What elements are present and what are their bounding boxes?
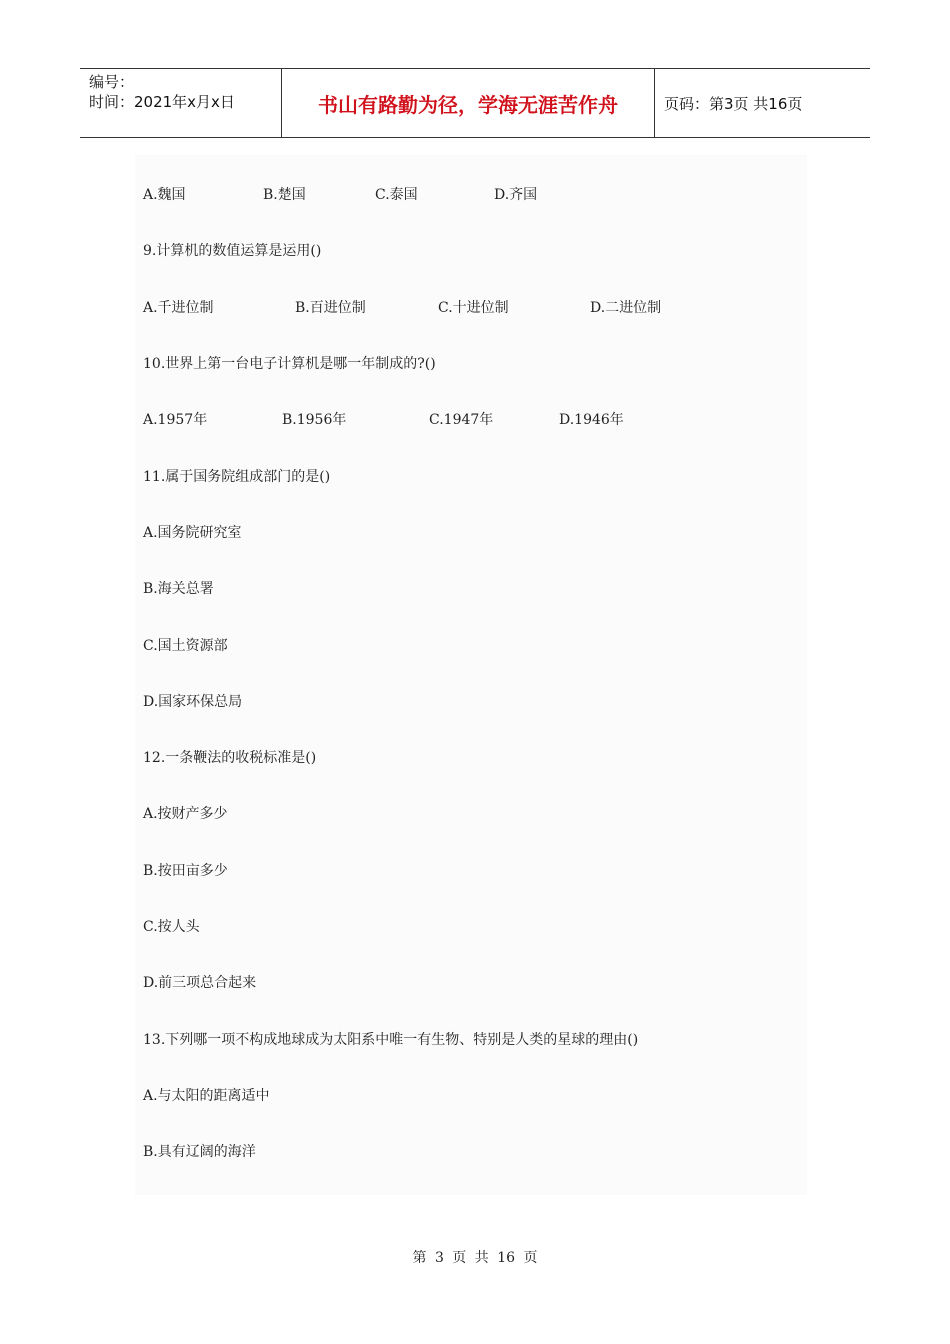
- q11-option-d: D.国家环保总局: [143, 694, 243, 710]
- q8-option-b: B.楚国: [263, 187, 306, 203]
- q9-option-a: A.千进位制: [143, 300, 214, 316]
- q10-option-d: D.1946年: [559, 412, 624, 428]
- q10-option-b: B.1956年: [282, 412, 347, 428]
- q10-stem: 10.世界上第一台电子计算机是哪一年制成的?(): [143, 356, 436, 372]
- q12-option-b: B.按田亩多少: [143, 863, 228, 879]
- page-footer: 第 3 页 共 16 页: [412, 1250, 538, 1266]
- q11-option-b: B.海关总署: [143, 581, 214, 597]
- document-time-label: 时间：2021年x月x日: [89, 93, 235, 111]
- page-header: [80, 68, 870, 138]
- q13-stem: 13.下列哪一项不构成地球成为太阳系中唯一有生物、特别是人类的星球的理由(): [143, 1032, 639, 1048]
- document-number-label: 编号：: [89, 73, 135, 91]
- q9-stem: 9.计算机的数值运算是运用(): [143, 243, 322, 259]
- q11-stem: 11.属于国务院组成部门的是(): [143, 469, 331, 485]
- q12-option-a: A.按财产多少: [143, 806, 228, 822]
- q12-option-c: C.按人头: [143, 919, 200, 935]
- q10-option-a: A.1957年: [143, 412, 208, 428]
- q11-option-a: A.国务院研究室: [143, 525, 242, 541]
- q13-option-a: A.与太阳的距离适中: [143, 1088, 270, 1104]
- q9-option-b: B.百进位制: [295, 300, 366, 316]
- header-meta: [80, 69, 282, 137]
- q8-option-d: D.齐国: [494, 187, 538, 203]
- q8-option-a: A.魏国: [143, 187, 186, 203]
- q8-option-c: C.泰国: [375, 187, 418, 203]
- q10-option-c: C.1947年: [429, 412, 494, 428]
- q11-option-c: C.国土资源部: [143, 638, 228, 654]
- q9-option-d: D.二进位制: [590, 300, 662, 316]
- header-page-info: 页码：第3页 共16页: [664, 94, 803, 113]
- q9-option-c: C.十进位制: [438, 300, 509, 316]
- q12-stem: 12.一条鞭法的收税标准是(): [143, 750, 317, 766]
- q13-option-b: B.具有辽阔的海洋: [143, 1144, 256, 1160]
- header-motto: 书山有路勤为径，学海无涯苦作舟: [282, 69, 655, 137]
- q12-option-d: D.前三项总合起来: [143, 975, 257, 991]
